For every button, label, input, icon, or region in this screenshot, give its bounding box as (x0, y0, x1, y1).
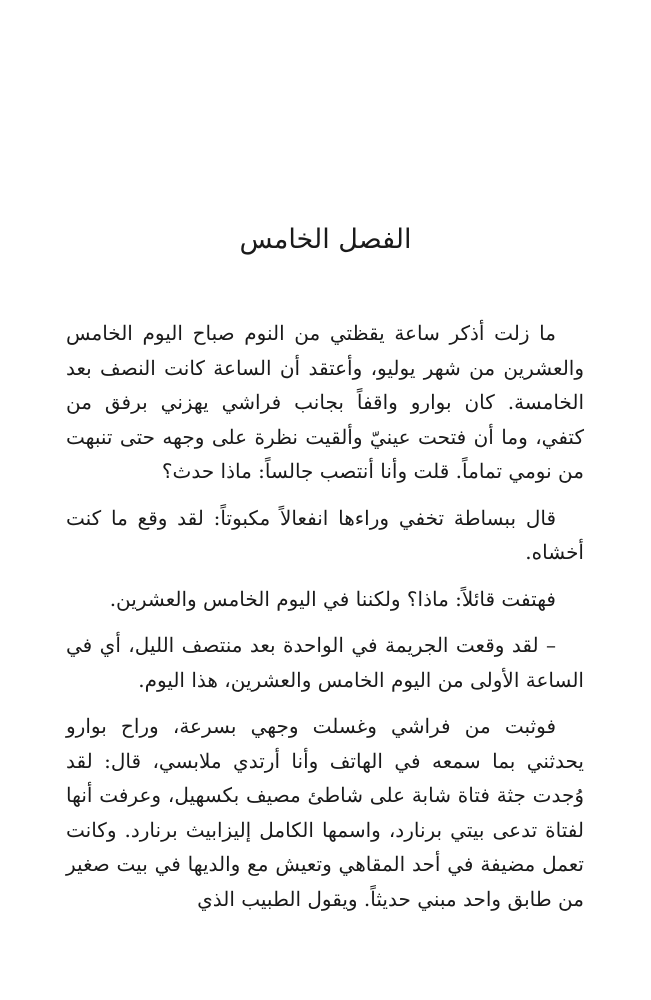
chapter-title: الفصل الخامس (239, 224, 412, 255)
body-text (66, 316, 584, 928)
paragraph-2: قال ببساطة تخفي وراءها انفعالاً مكبوتاً: لقد وقع ما كنت أخشاه. (66, 505, 584, 564)
paragraph-1: ما زلت أذكر ساعة يقظتي من النوم صباح اليوم الخامس والعشرين من شهر يوليو، وأعتقد أن الساعة كانت النصف بعد الخامسة. كان بوارو واقفاً بجانب فراشي يهزني برفق من كتفي، وما أن فتحت عينيّ وألقيت نظرة على وجهه حتى تنبهت من نومي تماماً. قلت وأنا أنتصب جالساً: ماذا حدث؟ (66, 321, 584, 483)
paragraph-5: فوثبت من فراشي وغسلت وجهي بسرعة، وراح بوارو يحدثني بما سمعه في الهاتف وأنا أرتدي ملابسي، قال: لقد وُجدت جثة فتاة شابة على شاطئ مصيف بكسهيل، وعرفت أنها لفتاة تدعى بيتي برنارد، واسمها الكامل إليزابيث برنارد. وكانت تعمل مضيفة في أحد المقاهي وتعيش مع والديها في بيت صغير من طابق واحد مبني حديثاً. ويقول الطبيب الذي (66, 714, 584, 911)
paragraph-4: – لقد وقعت الجريمة في الواحدة بعد منتصف الليل، أي في الساعة الأولى من اليوم الخامس والعشرين، هذا اليوم. (66, 633, 584, 692)
paragraph-3: فهتفت قائلاً: ماذا؟ ولكننا في اليوم الخامس والعشرين. (109, 586, 556, 611)
